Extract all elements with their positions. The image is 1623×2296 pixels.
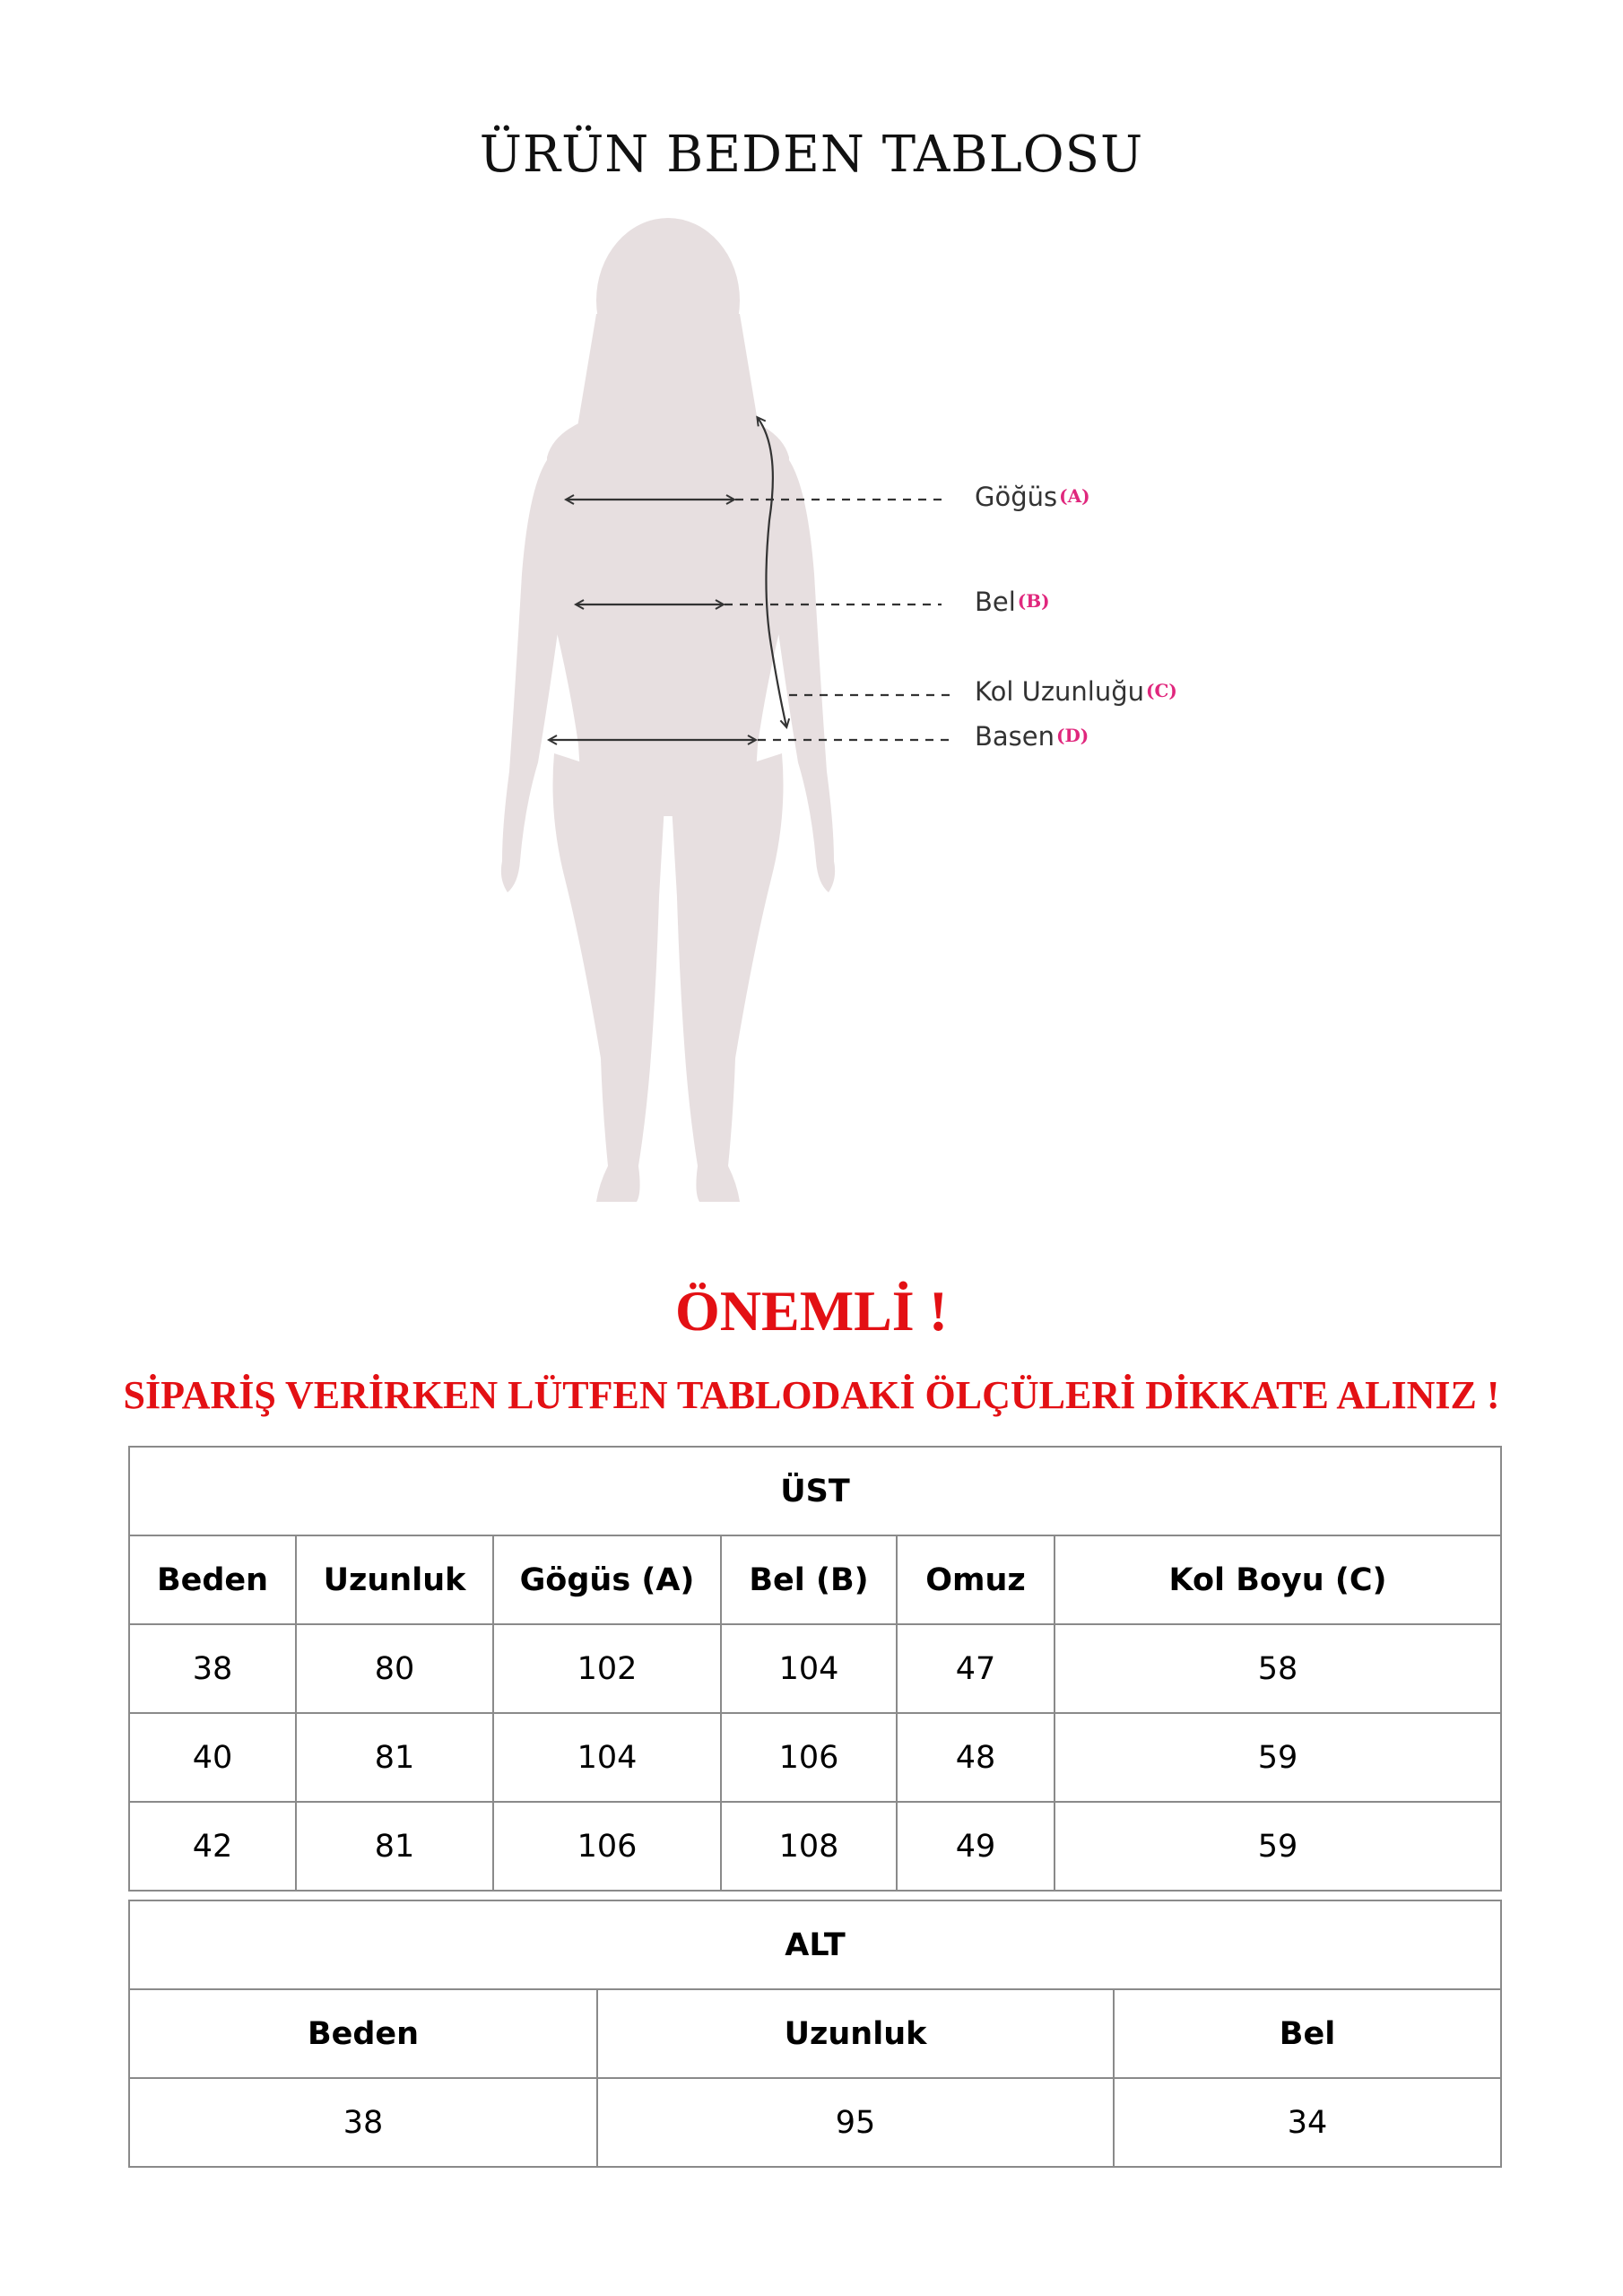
table-row (129, 1624, 1501, 1713)
label-kol-uzunlugu: Kol Uzunluğu (C) (975, 676, 1177, 707)
lower-table-title: ALT (129, 1900, 1501, 1989)
table-cell: 102 (493, 1624, 721, 1713)
marker-b: (B) (1017, 590, 1050, 612)
column-header: Uzunluk (597, 1989, 1114, 2078)
marker-a: (A) (1059, 485, 1090, 507)
notice-message: SİPARİŞ VERİRKEN LÜTFEN TABLODAKİ ÖLÇÜLERİ DİKKATE ALINIZ ! (123, 1373, 1500, 1417)
woman-silhouette (501, 218, 835, 1202)
table-cell: 49 (897, 1802, 1055, 1891)
table-header-row (129, 1535, 1501, 1624)
label-bel: Bel (B) (975, 587, 1050, 617)
notice-heading: ÖNEMLİ ! (675, 1279, 948, 1343)
table-cell: 42 (129, 1802, 296, 1891)
silhouette-illustration (0, 215, 1623, 1238)
column-header: Uzunluk (296, 1535, 493, 1624)
table-cell: 58 (1055, 1624, 1501, 1713)
table-cell: 48 (897, 1713, 1055, 1802)
column-header: Kol Boyu (C) (1055, 1535, 1501, 1624)
column-header: Beden (129, 1535, 296, 1624)
page-title: ÜRÜN BEDEN TABLOSU (479, 126, 1144, 184)
table-cell: 104 (721, 1624, 897, 1713)
table-cell: 108 (721, 1802, 897, 1891)
table-title-row (129, 1900, 1501, 1989)
table-row (129, 1802, 1501, 1891)
table-cell: 38 (129, 2078, 597, 2167)
table-cell: 80 (296, 1624, 493, 1713)
table-cell: 59 (1055, 1713, 1501, 1802)
table-header-row (129, 1989, 1501, 2078)
column-header: Omuz (897, 1535, 1055, 1624)
marker-c: (C) (1146, 680, 1177, 701)
lower-size-table (128, 1900, 1502, 2168)
table-cell: 40 (129, 1713, 296, 1802)
column-header: Bel (B) (721, 1535, 897, 1624)
column-header: Beden (129, 1989, 597, 2078)
table-cell: 81 (296, 1802, 493, 1891)
table-cell: 104 (493, 1713, 721, 1802)
body-measurement-figure (0, 215, 1623, 1238)
table-cell: 95 (597, 2078, 1114, 2167)
table-cell: 59 (1055, 1802, 1501, 1891)
marker-d: (D) (1056, 725, 1089, 746)
table-cell: 38 (129, 1624, 296, 1713)
column-header: Bel (1114, 1989, 1501, 2078)
table-title-row (129, 1447, 1501, 1535)
upper-table-title: ÜST (129, 1447, 1501, 1535)
table-cell: 106 (721, 1713, 897, 1802)
table-cell: 34 (1114, 2078, 1501, 2167)
label-gogus: Göğüs (A) (975, 482, 1090, 512)
label-basen: Basen (D) (975, 721, 1089, 752)
upper-size-table (128, 1446, 1502, 1892)
table-cell: 47 (897, 1624, 1055, 1713)
table-cell: 81 (296, 1713, 493, 1802)
table-row (129, 1713, 1501, 1802)
table-cell: 106 (493, 1802, 721, 1891)
column-header: Gögüs (A) (493, 1535, 721, 1624)
table-row (129, 2078, 1501, 2167)
